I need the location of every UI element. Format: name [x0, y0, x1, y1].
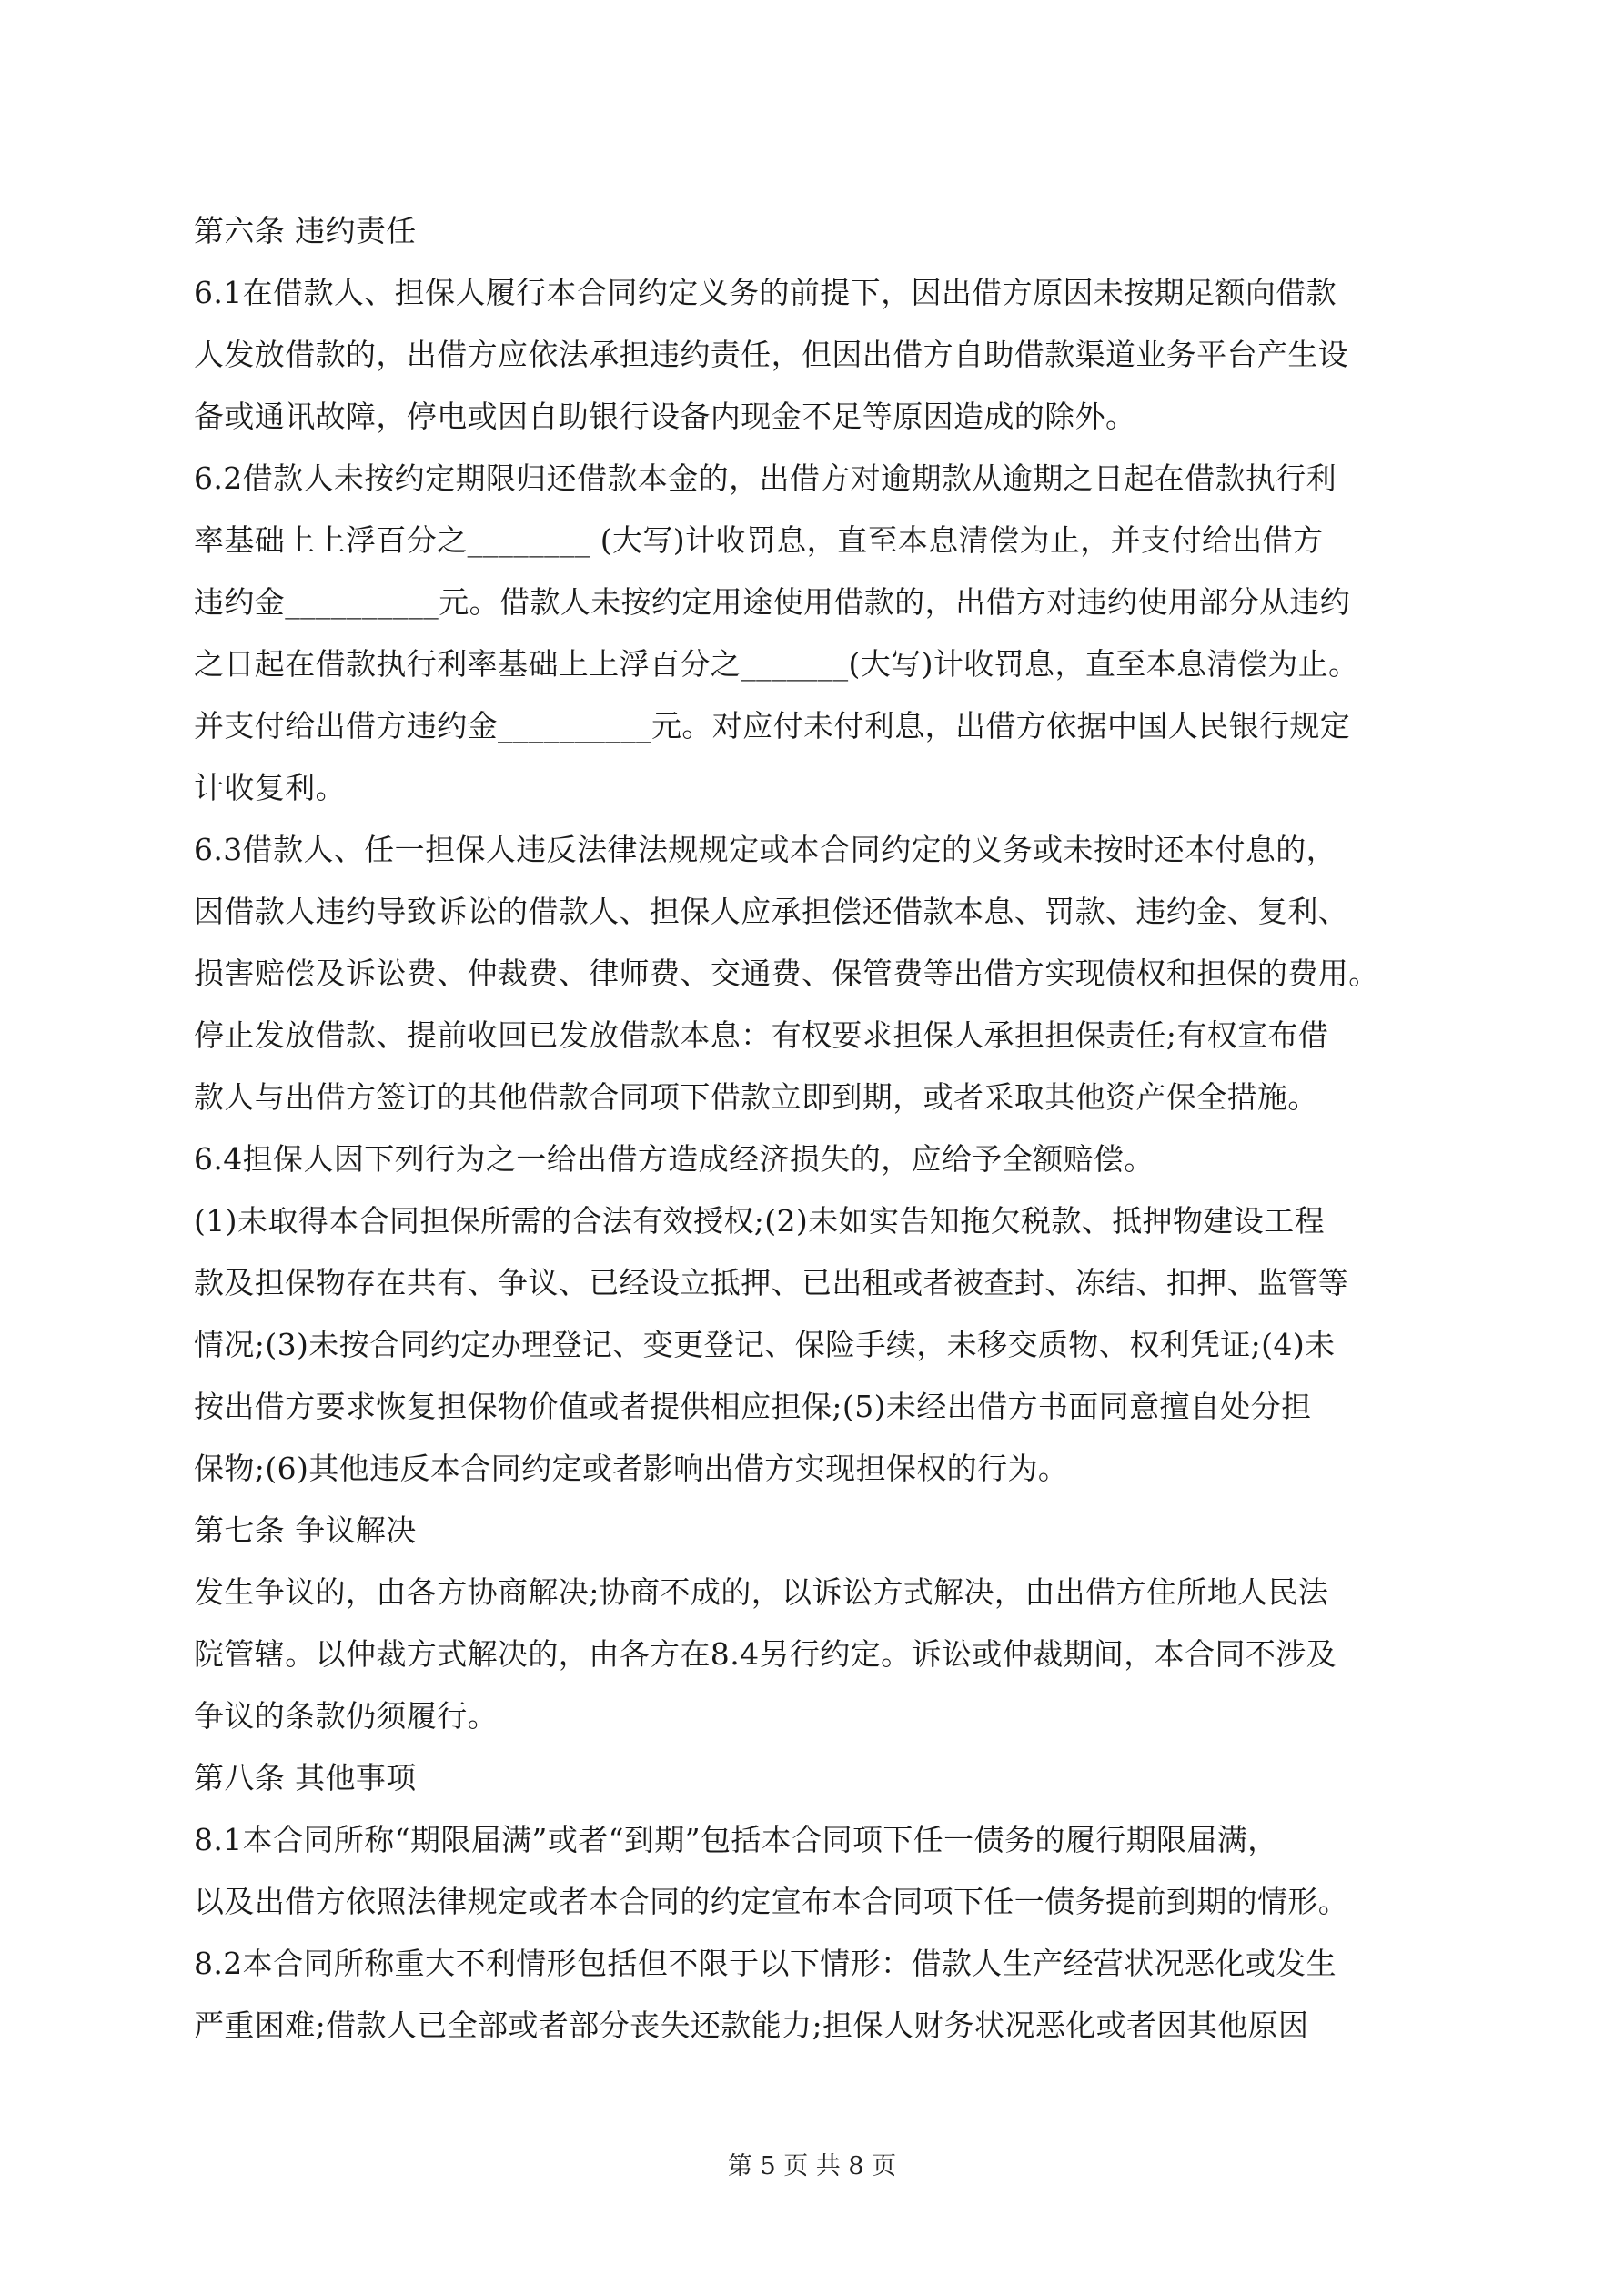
text-line: 严重困难;借款人已全部或者部分丧失还款能力;担保人财务状况恶化或者因其他原因 [194, 2008, 1309, 2043]
text-line: 按出借方要求恢复担保物价值或者提供相应担保;(5)未经出借方书面同意擅自处分担 [194, 1389, 1312, 1424]
text-line: 人发放借款的，出借方应依法承担违约责任，但因出借方自助借款渠道业务平台产生设 [194, 337, 1349, 372]
text-line: 以及出借方依照法律规定或者本合同的约定宣布本合同项下任一债务提前到期的情形。 [194, 1884, 1349, 1919]
text-line: 情况;(3)未按合同约定办理登记、变更登记、保险手续，未移交质物、权利凭证;(4)未 [194, 1327, 1336, 1362]
text-line: 停止发放借款、提前收回已发放借款本息：有权要求担保人承担担保责任;有权宣布借 [194, 1017, 1329, 1053]
text-line: 违约金__________元。借款人未按约定用途使用借款的，出借方对违约使用部分从违约 [194, 584, 1351, 620]
text-line: 8.2本合同所称重大不利情形包括但不限于以下情形：借款人生产经营状况恶化或发生 [194, 1946, 1337, 1981]
text-line: 因借款人违约导致诉讼的借款人、担保人应承担偿还借款本息、罚款、违约金、复利、 [194, 894, 1349, 929]
text-line: 率基础上上浮百分之________ (大写)计收罚息，直至本息清偿为止，并支付给出借方 [194, 522, 1324, 558]
section-heading: 第六条 违约责任 [194, 213, 417, 248]
page-footer: 第 5 页 共 8 页 [727, 2152, 897, 2180]
text-line: 保物;(6)其他违反本合同约定或者影响出借方实现担保权的行为。 [194, 1451, 1069, 1486]
text-line: 之日起在借款执行利率基础上上浮百分之_______(大写)计收罚息，直至本息清偿为止。 [194, 646, 1359, 682]
text-line: 6.3借款人、任一担保人违反法律法规规定或本合同约定的义务或未按时还本付息的， [194, 832, 1337, 867]
text-line: 款人与出借方签订的其他借款合同项下借款立即到期，或者采取其他资产保全措施。 [194, 1079, 1318, 1115]
document-body [194, 207, 1433, 2064]
text-line: 6.4担保人因下列行为之一给出借方造成经济损失的，应给予全额赔偿。 [194, 1141, 1155, 1177]
text-line: 计收复利。 [194, 770, 346, 805]
text-line: 款及担保物存在共有、争议、已经设立抵押、已出租或者被查封、冻结、扣押、监管等 [194, 1265, 1349, 1300]
section-heading: 第七条 争议解决 [194, 1512, 417, 1548]
text-line: (1)未取得本合同担保所需的合法有效授权;(2)未如实告知拖欠税款、抵押物建设工程 [194, 1203, 1326, 1239]
text-line: 并支付给出借方违约金__________元。对应付未付利息，出借方依据中国人民银行规定 [194, 708, 1351, 743]
text-line: 争议的条款仍须履行。 [194, 1698, 498, 1734]
text-line: 6.2借款人未按约定期限归还借款本金的，出借方对逾期款从逾期之日起在借款执行利 [194, 460, 1337, 496]
text-line: 损害赔偿及诉讼费、仲裁费、律师费、交通费、保管费等出借方实现债权和担保的费用。 [194, 956, 1379, 991]
text-line: 6.1在借款人、担保人履行本合同约定义务的前提下，因出借方原因未按期足额向借款 [194, 275, 1337, 310]
text-line: 备或通讯故障，停电或因自助银行设备内现金不足等原因造成的除外。 [194, 399, 1136, 434]
text-line: 院管辖。以仲裁方式解决的，由各方在8.4另行约定。诉讼或仲裁期间，本合同不涉及 [194, 1636, 1337, 1672]
section-heading: 第八条 其他事项 [194, 1760, 417, 1795]
text-line: 8.1本合同所称“期限届满”或者“到期”包括本合同项下任一债务的履行期限届满， [194, 1822, 1278, 1857]
text-line: 发生争议的，由各方协商解决;协商不成的，以诉讼方式解决，由出借方住所地人民法 [194, 1574, 1329, 1610]
